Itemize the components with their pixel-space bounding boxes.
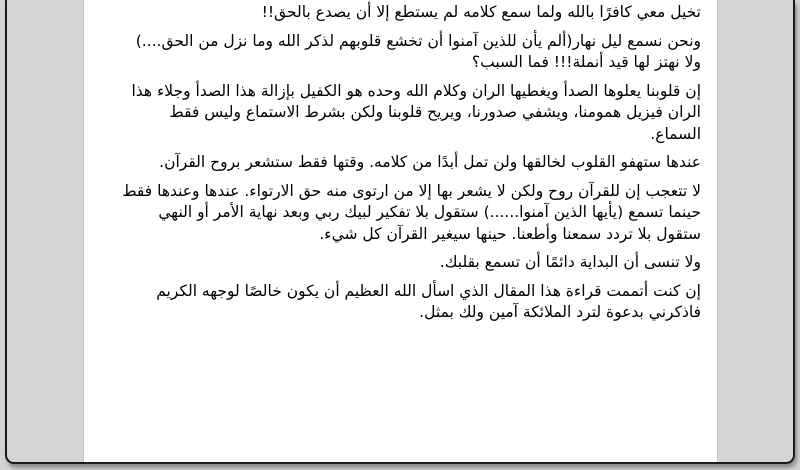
paragraph-6: ولا تنسى أن البداية دائمًا أن تسمع بقلبك. bbox=[439, 253, 701, 271]
paragraph-7: إن كنت أتممت قراءة هذا المقال الذي اسأل الله العظيم أن يكون خالصًا لوجهه الكريم فاذكرني بدعوة لترد الملائكة آمين ولك بمثل. bbox=[156, 281, 701, 321]
paragraph-3: إن قلوبنا يعلوها الصدأ ويغطيها الران وكلام الله وحده هو الكفيل بإزالة هذا الصدأ وجلاء هذا الران فيزيل همومنا، ويشفي صدورنا، ويريح قلوبنا ولكن بشرط الاستماع وليس فقط السماع. bbox=[131, 81, 701, 143]
document-page bbox=[83, 0, 718, 462]
article-body bbox=[115, 2, 701, 331]
screenshot-frame bbox=[5, 0, 795, 464]
paragraph-4: عندها ستهفو القلوب لخالقها ولن تمل أبدًا من كلامه. وقتها فقط ستشعر بروح القرآن. bbox=[159, 153, 701, 171]
paragraph-1: تخيل معي كافرًا بالله ولما سمع كلامه لم يستطع إلا أن يصدع بالحق!! bbox=[261, 3, 701, 21]
paragraph-5: لا تتعجب إن للقرآن روح ولكن لا يشعر بها إلا من ارتوى منه حق الارتواء. عندها وعندها فقط حينما تسمع (يأيها الذين آمنوا......) ستقول بلا تفكير لبيك ربي وبعد نهاية الأمر أو النهي ستقول بلا تردد سمعنا وأطعنا. حينها سيغير القرآن كل شيء. bbox=[122, 181, 701, 243]
paragraph-2: ونحن نسمع ليل نهار(ألم يأن للذين آمنوا أن تخشع قلوبهم لذكر الله وما نزل من الحق....) ولا نهتز لها قيد أنملة!!! فما السبب؟ bbox=[135, 31, 701, 71]
